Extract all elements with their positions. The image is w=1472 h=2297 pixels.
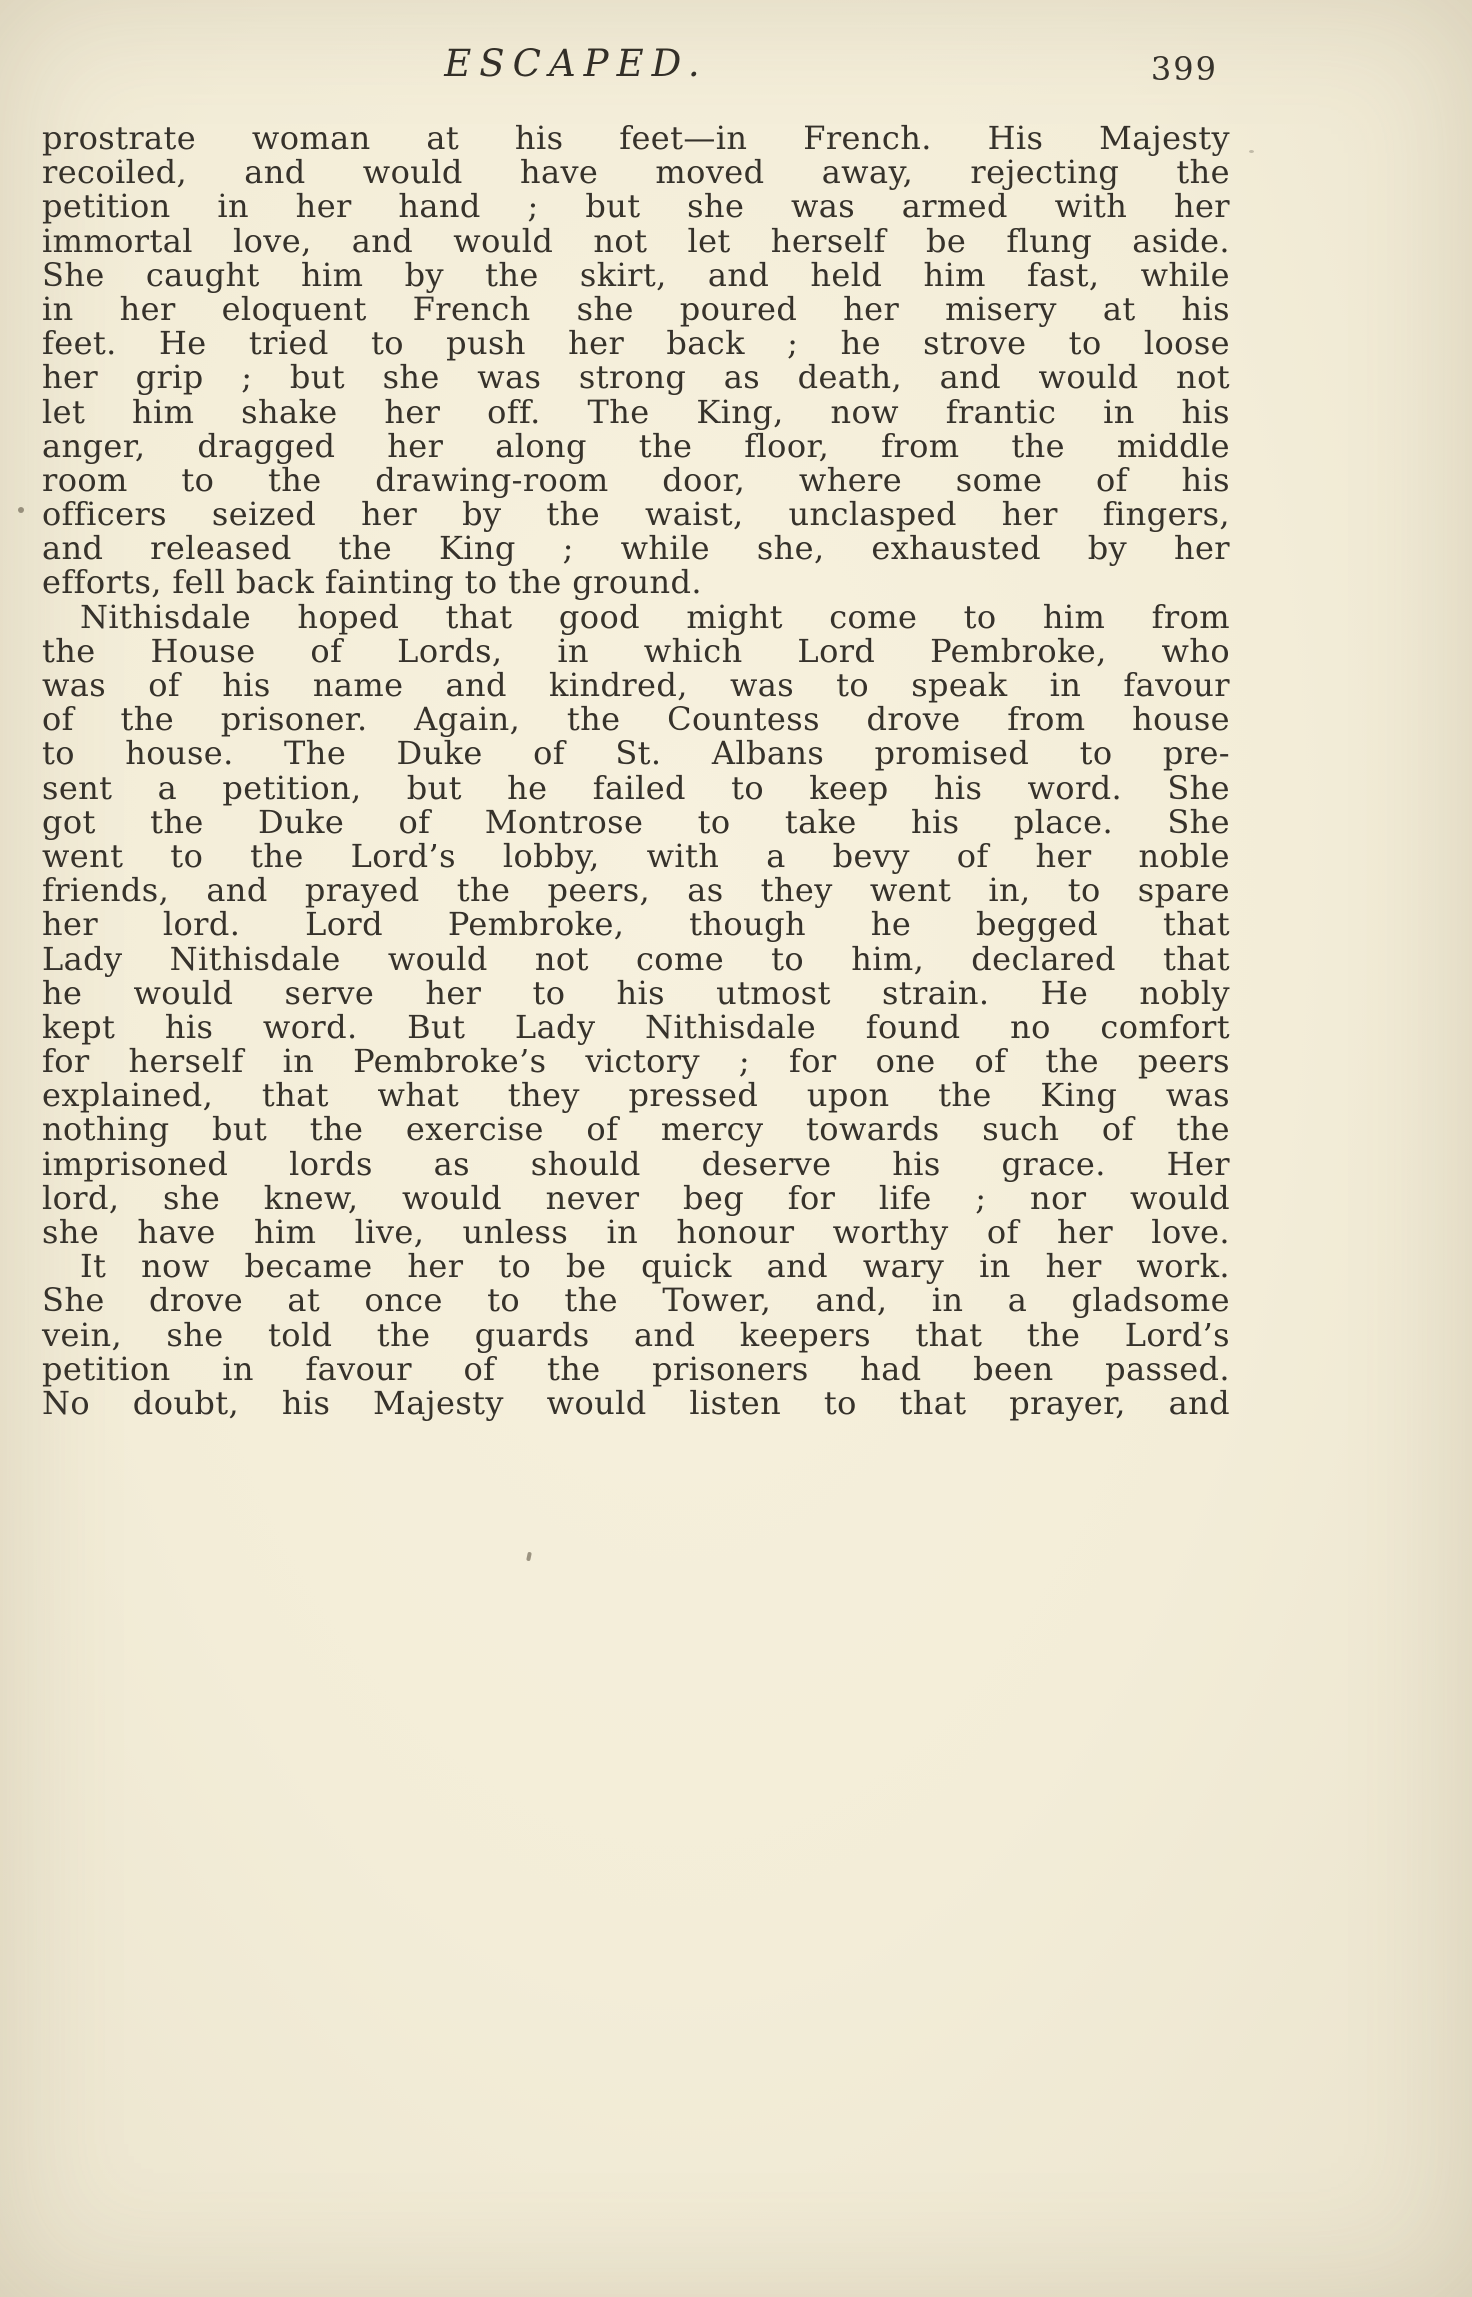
text-line: let him shake her off. The King, now frantic in his <box>42 392 1230 431</box>
paragraph <box>42 1249 1230 1420</box>
scan-speck <box>18 507 24 513</box>
text-line: immortal love, and would not let herself be flung aside. <box>42 221 1230 260</box>
text-line: her grip ; but she was strong as death, and would not <box>42 358 1230 397</box>
text-line: got the Duke of Montrose to take his place. She <box>42 802 1230 841</box>
text-line: went to the Lord’s lobby, with a bevy of her noble <box>42 836 1230 875</box>
page-title: ESCAPED. <box>444 42 708 85</box>
text-line: to house. The Duke of St. Albans promised to pre- <box>42 734 1230 773</box>
running-header <box>42 42 1230 90</box>
text-line: the House of Lords, in which Lord Pembroke, who <box>42 631 1230 670</box>
text-line: her lord. Lord Pembroke, though he begged that <box>42 905 1230 944</box>
text-line: of the prisoner. Again, the Countess drove from house <box>42 700 1230 739</box>
text-line: She caught him by the skirt, and held him fast, while <box>42 255 1230 294</box>
text-line: prostrate woman at his feet—in French. His Majesty <box>42 119 1230 157</box>
text-line: petition in her hand ; but she was armed with her <box>42 187 1230 226</box>
text-line: efforts, fell back fainting to the ground. <box>42 563 703 602</box>
text-line: in her eloquent French she poured her misery at his <box>42 289 1230 328</box>
text-line: she have him live, unless in honour worthy of her love. <box>42 1213 1230 1251</box>
text-line: She drove at once to the Tower, and, in a gladsome <box>42 1281 1230 1320</box>
text-line: nothing but the exercise of mercy towards such of the <box>42 1110 1230 1149</box>
paragraph <box>42 597 1230 1251</box>
text-line: and released the King ; while she, exhausted by her <box>42 529 1230 568</box>
text-line: It now became her to be quick and wary in her work. <box>80 1247 1230 1286</box>
text-line: explained, that what they pressed upon the King was <box>42 1076 1230 1115</box>
text-line: No doubt, his Majesty would listen to that prayer, and <box>42 1383 1230 1422</box>
page-number: 399 <box>1150 50 1218 88</box>
text-line: petition in favour of the prisoners had been passed. <box>42 1349 1230 1388</box>
text-line: officers seized her by the waist, unclasped her fingers, <box>42 495 1230 534</box>
text-line: feet. He tried to push her back ; he strove to loose <box>42 324 1230 363</box>
text-block <box>42 121 1230 1420</box>
text-line: friends, and prayed the peers, as they went in, to spare <box>42 871 1230 910</box>
text-line: imprisoned lords as should deserve his grace. Her <box>42 1144 1230 1183</box>
text-line: recoiled, and would have moved away, rejecting the <box>42 153 1230 192</box>
text-line: he would serve her to his utmost strain. He nobly <box>42 973 1230 1012</box>
text-line: anger, dragged her along the floor, from the middle <box>42 426 1230 465</box>
text-line: room to the drawing-room door, where some of his <box>42 460 1230 499</box>
scan-speck <box>526 1552 532 1562</box>
text-line: vein, she told the guards and keepers that the Lord’s <box>42 1315 1230 1354</box>
text-line: Nithisdale hoped that good might come to him from <box>80 597 1230 636</box>
text-line: sent a petition, but he failed to keep his word. She <box>42 768 1230 807</box>
scan-speck <box>1249 150 1254 153</box>
text-line: was of his name and kindred, was to speak in favour <box>42 666 1230 704</box>
text-line: Lady Nithisdale would not come to him, declared that <box>42 939 1230 978</box>
text-line: for herself in Pembroke’s victory ; for one of the peers <box>42 1042 1230 1081</box>
text-line: kept his word. But Lady Nithisdale found no comfort <box>42 1007 1230 1046</box>
text-line: lord, she knew, would never beg for life ; nor would <box>42 1178 1230 1217</box>
paragraph <box>42 121 1230 600</box>
